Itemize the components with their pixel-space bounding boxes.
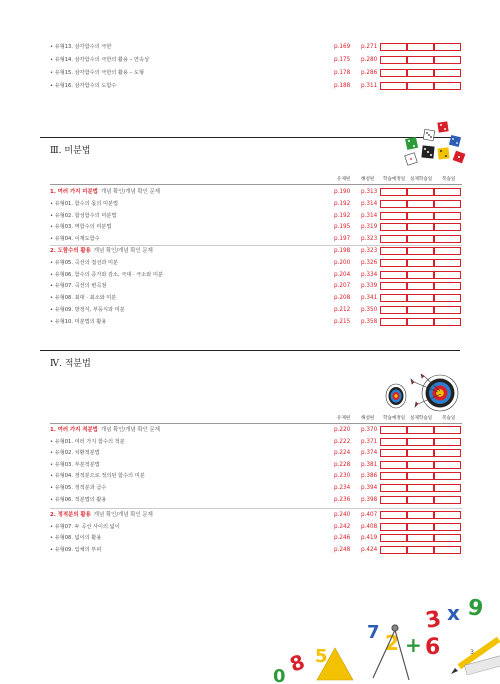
date-boxes: [380, 306, 461, 314]
column-header-h3: 학습예정일: [383, 177, 406, 182]
review-date-box[interactable]: [434, 461, 461, 469]
row-subtitle: 개념 확인/개념 확인 문제: [93, 248, 153, 254]
planned-date-box[interactable]: [380, 223, 407, 231]
planned-date-box[interactable]: [380, 426, 407, 434]
planned-date-box[interactable]: [380, 200, 407, 208]
problem-page: p.215: [334, 317, 351, 325]
row-label: [50, 187, 160, 197]
column-header-h4: 실제학습일: [410, 416, 433, 421]
planned-date-box[interactable]: [380, 534, 407, 542]
problem-page: p.240: [334, 511, 351, 519]
topic-row: [50, 545, 462, 555]
actual-date-box[interactable]: [407, 426, 434, 434]
topic-row: [50, 448, 462, 458]
planned-date-box[interactable]: [380, 523, 407, 531]
actual-date-box[interactable]: [407, 438, 434, 446]
topic-row: [50, 211, 462, 221]
row-title: • 유형09. 입체의 부피: [50, 547, 102, 553]
review-date-box[interactable]: [434, 426, 461, 434]
actual-date-box[interactable]: [407, 223, 434, 231]
row-title: • 유형04. 이계도함수: [50, 236, 100, 243]
review-date-box[interactable]: [434, 56, 461, 64]
row-title: • 유형08. 넓이의 활용: [50, 535, 102, 542]
topic-row: [50, 281, 462, 291]
row-label: [50, 522, 120, 532]
solution-page: p.323: [361, 235, 378, 243]
row-subtitle: 개념 확인/개념 확인 문제: [100, 427, 160, 433]
review-date-box[interactable]: [434, 496, 461, 504]
dice-illustration: [398, 118, 470, 168]
row-label: [50, 42, 111, 52]
planned-date-box[interactable]: [380, 247, 407, 255]
review-date-box[interactable]: [434, 271, 461, 279]
problem-page: p.224: [334, 449, 351, 457]
die-white: [423, 129, 435, 141]
row-title: • 유형06. 함수의 증가와 감소, 극대 · 극소와 미분: [50, 271, 163, 278]
row-label: [50, 246, 153, 256]
problem-page: p.230: [334, 472, 351, 480]
problem-page: p.222: [334, 437, 351, 445]
row-label: [50, 495, 106, 505]
planned-date-box[interactable]: [380, 472, 407, 480]
topic-row: [50, 222, 462, 232]
digit-x: x: [447, 601, 460, 625]
review-date-box[interactable]: [434, 69, 461, 77]
date-boxes: [380, 212, 461, 220]
row-label: [50, 81, 116, 91]
row-label: [50, 258, 118, 268]
solution-page: p.280: [361, 56, 378, 63]
solution-page: p.311: [361, 82, 378, 89]
column-header-h5: 복습일: [442, 177, 456, 182]
review-date-box[interactable]: [434, 200, 461, 208]
die-yellow: [438, 147, 450, 159]
topic-row: [50, 483, 462, 493]
row-title: • 유형16. 삼각함수의 도함수: [50, 83, 117, 89]
solution-page: p.408: [361, 522, 378, 530]
row-label: [50, 270, 163, 280]
review-date-box[interactable]: [434, 282, 461, 290]
date-boxes: [380, 484, 461, 492]
problem-page: p.190: [334, 188, 351, 195]
target-small: [386, 384, 406, 408]
digit-0: 0: [273, 666, 286, 684]
problem-page: p.220: [334, 426, 351, 433]
section-row: [50, 246, 462, 256]
review-date-box[interactable]: [434, 82, 461, 90]
actual-date-box[interactable]: [407, 259, 434, 267]
solution-page: p.314: [361, 199, 378, 207]
topic-row: [50, 522, 462, 532]
solution-page: p.407: [361, 511, 378, 519]
row-label: [50, 199, 118, 209]
actual-date-box[interactable]: [407, 188, 434, 196]
review-date-box[interactable]: [434, 318, 461, 326]
plus-sign: +: [405, 633, 422, 657]
die-black: [421, 145, 434, 158]
date-boxes: [380, 461, 461, 469]
planned-date-box[interactable]: [380, 259, 407, 267]
topic-row: [50, 533, 462, 543]
problem-page: p.234: [334, 484, 351, 491]
column-header-h3: 학습예정일: [383, 416, 406, 421]
problem-page: p.246: [334, 534, 351, 542]
planned-date-box[interactable]: [380, 546, 407, 554]
date-boxes: [380, 200, 461, 208]
solution-page: p.374: [361, 449, 378, 457]
chapter-title-3: Ⅳ. 적분법: [50, 359, 91, 369]
math-objects-illustration: [255, 590, 500, 684]
solution-page: p.339: [361, 282, 378, 290]
row-title: • 유형07. 곡선의 변곡점: [50, 283, 107, 290]
solution-page: p.394: [361, 484, 378, 491]
problem-page: p.207: [334, 282, 351, 290]
date-boxes: [380, 69, 461, 77]
row-title: 1. 여러 가지 미분법: [50, 189, 98, 195]
problem-page: p.175: [334, 56, 351, 63]
solution-page: p.398: [361, 495, 378, 503]
column-header-h2: 해설편: [361, 177, 375, 182]
row-title: • 유형02. 치환적분법: [50, 450, 100, 457]
row-subtitle: 개념 확인/개념 확인 문제: [100, 189, 160, 195]
row-label: [50, 460, 100, 470]
section-divider: [50, 508, 462, 509]
topic-row: [50, 258, 462, 268]
solution-page: p.334: [361, 270, 378, 278]
row-label: [50, 510, 153, 520]
actual-date-box[interactable]: [407, 247, 434, 255]
row-title: • 유형08. 최대 · 최소와 미분: [50, 295, 117, 302]
topic-row: [50, 495, 462, 505]
actual-date-box[interactable]: [407, 271, 434, 279]
date-boxes: [380, 438, 461, 446]
date-boxes: [380, 271, 461, 279]
solution-page: p.326: [361, 258, 378, 266]
row-label: [50, 545, 101, 555]
column-header-h1: 유제편: [337, 177, 351, 182]
planned-date-box[interactable]: [380, 306, 407, 314]
review-date-box[interactable]: [434, 523, 461, 531]
problem-page: p.188: [334, 82, 351, 89]
row-title: • 유형03. 역함수의 미분법: [50, 224, 112, 231]
solution-page: p.386: [361, 472, 378, 480]
section-row: [50, 425, 462, 435]
problem-page: p.248: [334, 546, 351, 553]
digit-6: 6: [425, 635, 441, 660]
review-date-box[interactable]: [434, 294, 461, 302]
solution-page: p.419: [361, 534, 378, 542]
topic-row: [50, 81, 462, 91]
planned-date-box[interactable]: [380, 449, 407, 457]
row-label: [50, 222, 111, 232]
date-boxes: [380, 546, 461, 554]
row-title: 2. 정적분의 활용: [50, 512, 91, 519]
actual-date-box[interactable]: [407, 472, 434, 480]
row-title: • 유형01. 여러 가지 함수의 적분: [50, 438, 125, 445]
planned-date-box[interactable]: [380, 511, 407, 519]
row-title: • 유형15. 삼각함수의 극한의 활용 – 도형: [50, 70, 144, 76]
section-row: [50, 187, 462, 197]
review-date-box[interactable]: [434, 43, 461, 51]
review-date-box[interactable]: [434, 235, 461, 243]
die-green: [405, 137, 418, 150]
column-header-h2: 해설편: [361, 416, 375, 421]
review-date-box[interactable]: [434, 546, 461, 554]
row-label: [50, 234, 100, 244]
topic-row: [50, 199, 462, 209]
row-title: • 유형01. 함수의 몫의 미분법: [50, 200, 119, 207]
planned-date-box[interactable]: [380, 56, 407, 64]
topic-row: [50, 55, 462, 65]
topic-row: [50, 270, 462, 280]
chapter-rule-3: [40, 350, 460, 351]
solution-page: p.319: [361, 223, 378, 231]
topic-row: [50, 437, 462, 447]
die-red-2: [453, 151, 466, 164]
planned-date-box[interactable]: [380, 484, 407, 492]
problem-page: p.178: [334, 69, 351, 76]
topic-row: [50, 42, 462, 52]
planned-date-box[interactable]: [380, 271, 407, 279]
date-boxes: [380, 472, 461, 480]
date-boxes: [380, 247, 461, 255]
review-date-box[interactable]: [434, 223, 461, 231]
actual-date-box[interactable]: [407, 294, 434, 302]
row-title: • 유형07. 두 곡선 사이의 넓이: [50, 523, 120, 530]
solution-page: p.271: [361, 43, 378, 50]
review-date-box[interactable]: [434, 438, 461, 446]
review-date-box[interactable]: [434, 484, 461, 492]
actual-date-box[interactable]: [407, 461, 434, 469]
planned-date-box[interactable]: [380, 188, 407, 196]
topic-row: [50, 305, 462, 315]
problem-page: p.208: [334, 294, 351, 302]
row-title: • 유형05. 정적분과 급수: [50, 485, 107, 491]
date-boxes: [380, 426, 461, 434]
problem-page: p.192: [334, 211, 351, 219]
actual-date-box[interactable]: [407, 484, 434, 492]
solution-page: p.381: [361, 460, 378, 468]
topic-row: [50, 293, 462, 303]
digit-5: 5: [315, 646, 328, 667]
problem-page: p.242: [334, 522, 351, 530]
topic-row: [50, 460, 462, 470]
row-label: [50, 471, 145, 481]
problem-page: p.169: [334, 43, 351, 50]
planned-date-box[interactable]: [380, 318, 407, 326]
problem-page: p.212: [334, 306, 351, 313]
row-label: [50, 68, 144, 78]
row-title: • 유형14. 삼각함수의 극한의 활용 – 연속성: [50, 57, 149, 63]
digit-3: 3: [423, 606, 444, 634]
problem-page: p.204: [334, 270, 351, 278]
actual-date-box[interactable]: [407, 282, 434, 290]
actual-date-box[interactable]: [407, 534, 434, 542]
solution-page: p.424: [361, 546, 378, 553]
review-date-box[interactable]: [434, 449, 461, 457]
header-divider: [50, 184, 462, 185]
chapter-rule-2: [40, 137, 460, 138]
solution-page: p.314: [361, 211, 378, 219]
solution-page: p.371: [361, 437, 378, 445]
date-boxes: [380, 294, 461, 302]
actual-date-box[interactable]: [407, 235, 434, 243]
die-white-2: [405, 153, 418, 166]
die-blue: [449, 135, 461, 147]
column-header-h4: 실제학습일: [410, 177, 433, 182]
row-title: 2. 도함수의 활용: [50, 248, 91, 254]
row-label: [50, 55, 149, 65]
actual-date-box[interactable]: [407, 56, 434, 64]
topic-row: [50, 471, 462, 481]
planned-date-box[interactable]: [380, 461, 407, 469]
planned-date-box[interactable]: [380, 235, 407, 243]
solution-page: p.286: [361, 69, 378, 76]
row-title: • 유형05. 곡선의 접선과 미분: [50, 259, 119, 266]
planned-date-box[interactable]: [380, 69, 407, 77]
date-boxes: [380, 318, 461, 326]
actual-date-box[interactable]: [407, 306, 434, 314]
date-boxes: [380, 449, 461, 457]
row-label: [50, 293, 116, 303]
actual-date-box[interactable]: [407, 69, 434, 77]
solution-page: p.341: [361, 294, 378, 302]
row-title: • 유형13. 삼각함수의 극한: [50, 44, 112, 50]
problem-page: p.236: [334, 495, 351, 503]
date-boxes: [380, 223, 461, 231]
planned-date-box[interactable]: [380, 496, 407, 504]
row-label: [50, 211, 116, 221]
row-label: [50, 483, 106, 493]
actual-date-box[interactable]: [407, 318, 434, 326]
column-header-h5: 복습일: [442, 416, 456, 421]
section-row: [50, 510, 462, 520]
date-boxes: [380, 43, 461, 51]
date-boxes: [380, 259, 461, 267]
row-title: • 유형03. 부분적분법: [50, 461, 100, 468]
date-boxes: [380, 82, 461, 90]
digit-2: 2: [385, 631, 399, 655]
row-label: [50, 281, 106, 291]
date-boxes: [380, 511, 461, 519]
review-date-box[interactable]: [434, 247, 461, 255]
row-label: [50, 317, 106, 327]
actual-date-box[interactable]: [407, 212, 434, 220]
row-title: 1. 여러 가지 적분법: [50, 427, 98, 433]
problem-page: p.197: [334, 235, 351, 243]
review-date-box[interactable]: [434, 212, 461, 220]
solution-page: p.313: [361, 188, 378, 195]
date-boxes: [380, 188, 461, 196]
die-red: [437, 121, 448, 132]
review-date-box[interactable]: [434, 472, 461, 480]
row-title: • 유형02. 합성함수의 미분법: [50, 212, 117, 219]
solution-page: p.350: [361, 306, 378, 313]
digit-9: 9: [466, 595, 485, 623]
date-boxes: [380, 56, 461, 64]
actual-date-box[interactable]: [407, 449, 434, 457]
planned-date-box[interactable]: [380, 438, 407, 446]
planned-date-box[interactable]: [380, 43, 407, 51]
row-title: • 유형06. 적분법의 활용: [50, 496, 107, 503]
date-boxes: [380, 282, 461, 290]
review-date-box[interactable]: [434, 259, 461, 267]
solution-page: p.370: [361, 426, 378, 433]
solution-page: p.323: [361, 247, 378, 254]
row-title: • 유형04. 정적분으로 정의된 함수의 미분: [50, 473, 145, 480]
digit-7: 7: [367, 622, 380, 643]
planned-date-box[interactable]: [380, 212, 407, 220]
solution-page: p.358: [361, 317, 378, 325]
topic-row: [50, 317, 462, 327]
planned-date-box[interactable]: [380, 82, 407, 90]
row-label: [50, 425, 160, 435]
page-number: 3: [470, 649, 474, 656]
date-boxes: [380, 235, 461, 243]
problem-page: p.228: [334, 460, 351, 468]
header-divider: [50, 423, 462, 424]
review-date-box[interactable]: [434, 511, 461, 519]
row-label: [50, 448, 100, 458]
review-date-box[interactable]: [434, 306, 461, 314]
topic-row: [50, 234, 462, 244]
problem-page: p.195: [334, 223, 351, 231]
topic-row: [50, 68, 462, 78]
row-label: [50, 533, 101, 543]
target-large: [422, 375, 458, 411]
actual-date-box[interactable]: [407, 511, 434, 519]
column-header-h1: 유제편: [337, 416, 351, 421]
date-boxes: [380, 534, 461, 542]
chapter-title-2: Ⅲ. 미분법: [50, 146, 91, 156]
date-boxes: [380, 496, 461, 504]
row-title: • 유형10. 미분법의 활용: [50, 318, 107, 325]
problem-page: p.200: [334, 258, 351, 266]
planned-date-box[interactable]: [380, 282, 407, 290]
row-label: [50, 437, 125, 447]
actual-date-box[interactable]: [407, 43, 434, 51]
date-boxes: [380, 523, 461, 531]
row-subtitle: 개념 확인/개념 확인 문제: [93, 512, 153, 519]
review-date-box[interactable]: [434, 188, 461, 196]
target-illustration: [374, 374, 470, 414]
problem-page: p.192: [334, 199, 351, 207]
problem-page: p.198: [334, 247, 351, 254]
digit-8: 8: [286, 649, 308, 677]
review-date-box[interactable]: [434, 534, 461, 542]
row-label: [50, 305, 125, 315]
actual-date-box[interactable]: [407, 523, 434, 531]
actual-date-box[interactable]: [407, 546, 434, 554]
actual-date-box[interactable]: [407, 82, 434, 90]
actual-date-box[interactable]: [407, 200, 434, 208]
actual-date-box[interactable]: [407, 496, 434, 504]
planned-date-box[interactable]: [380, 294, 407, 302]
row-title: • 유형09. 방정식, 부등식과 미분: [50, 307, 125, 313]
